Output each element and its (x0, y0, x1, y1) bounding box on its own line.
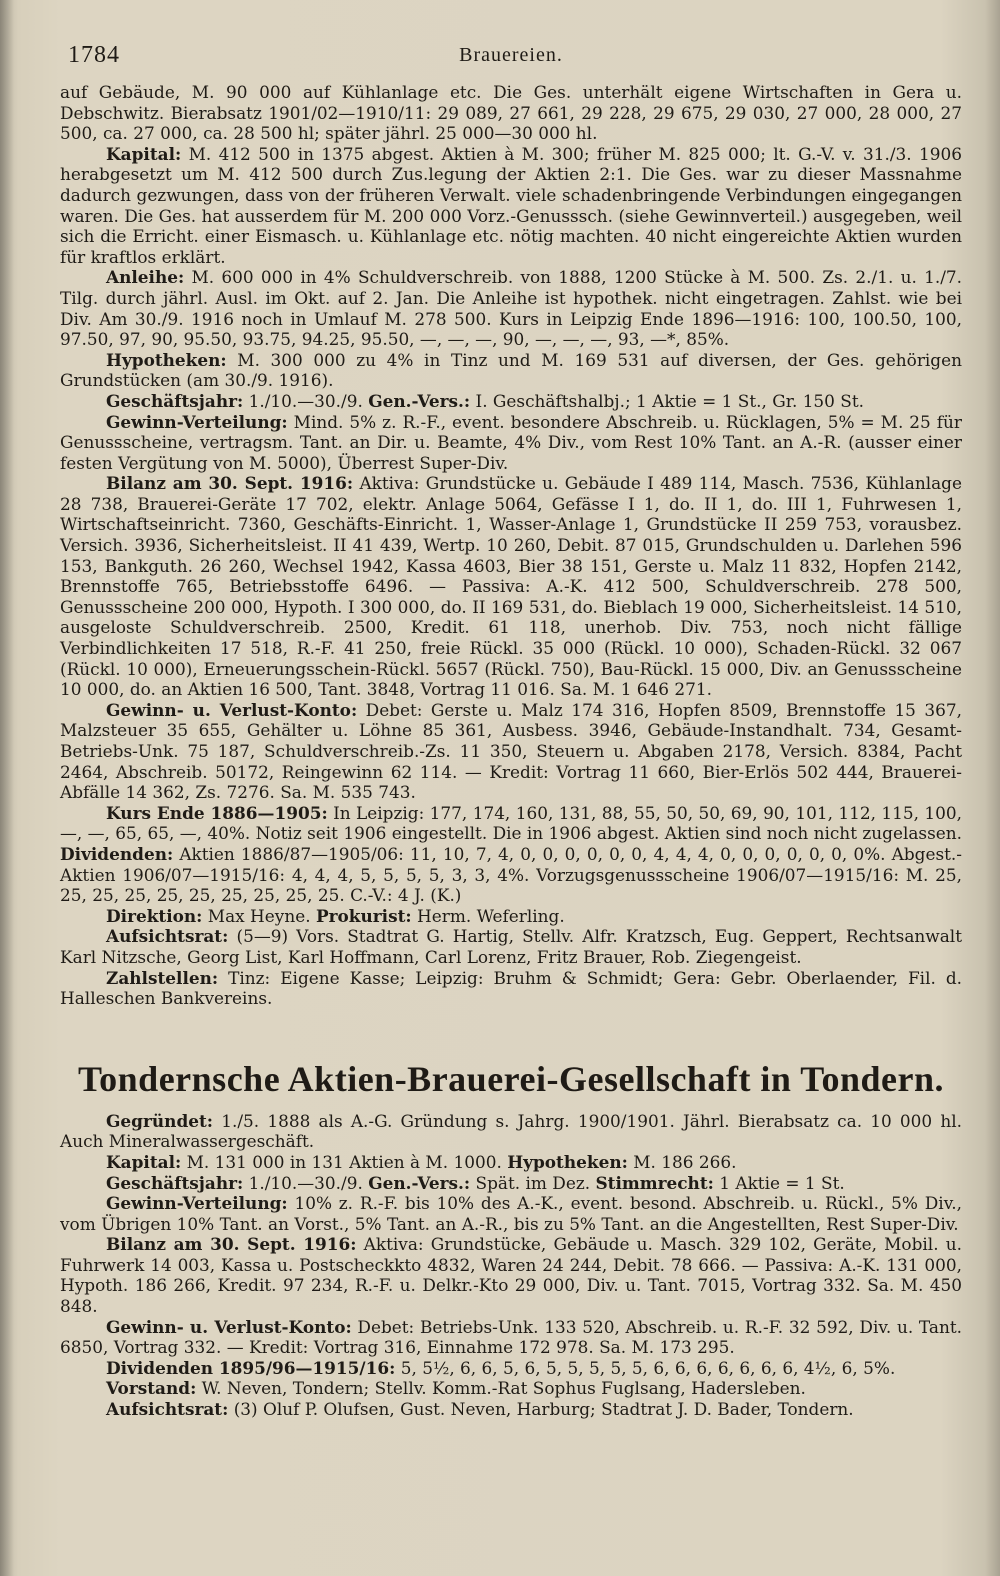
paragraph-text: Debet: Gerste u. Malz 174 316, Hopfen 8509, Brennstoffe 15 367, Malzsteuer 35 655, Gehälter u. Löhne 85 361, Ausbess. 3946, Gebäude-Instandhalt. 734, Gesamt-Betriebs-Unk. 75 187, Schuldverschreib.-Zs. 11 350, Steuern u. Abgaben 2178, Versich. 8384, Pacht 2464, Abschreib. 50172, Reingewinn 62 114. — Kredit: Vortrag 11 660, Bier-Erlös 502 444, Brauerei-Abfälle 14 362, Zs. 7276. Sa. M. 535 743. (60, 699, 963, 803)
page-edge-shadow (0, 0, 14, 1576)
paragraph-lead: Anleihe: (106, 267, 185, 288)
paragraph-text-secondary: M. 186 266. (627, 1151, 737, 1172)
paragraph-gewinn-verlust (60, 1317, 962, 1358)
page-number: 1784 (68, 42, 120, 68)
paragraph-lead: Gegründet: (106, 1110, 214, 1131)
paragraph-geschaeftsjahr (60, 391, 962, 412)
paragraph-lead: Aufsichtsrat: (106, 1399, 229, 1420)
paragraph-lead: Geschäftsjahr: (106, 390, 244, 411)
paragraph-text: (5—9) Vors. Stadtrat G. Hartig, Stellv. Alfr. Kratzsch, Eug. Geppert, Rechtsanwalt Karl Nitzsche, Georg List, Karl Hoffmann, Carl Lorenz, Fritz Brauer, Rob. Ziegengeist. (60, 926, 962, 967)
paragraph-text-tertiary: 1 Aktie = 1 St. (713, 1172, 845, 1193)
paragraph-kapital (60, 144, 962, 268)
paragraph-text: 5, 5½, 6, 6, 5, 6, 5, 5, 5, 5, 5, 6, 6, 6, 6, 6, 6, 6, 4½, 6, 5%. (395, 1357, 896, 1378)
paragraph-lead-secondary: Hypotheken: (507, 1151, 628, 1172)
paragraph-lead: Zahlstellen: (106, 967, 219, 988)
paragraph-lead: Kapital: (106, 143, 182, 164)
paragraph-text: (3) Oluf P. Olufsen, Gust. Neven, Harburg; Stadtrat J. D. Bader, Tondern. (228, 1399, 854, 1420)
paragraph-text: M. 600 000 in 4% Schuldverschreib. von 1888, 1200 Stücke à M. 500. Zs. 2./1. u. 1./7. Tilg. durch jährl. Ausl. im Okt. auf 2. Jan. Die Anleihe ist hypothek. nicht eingetragen. Zahlst. wie bei Div. Am 30./9. 1916 noch in Umlauf M. 278 500. Kurs in Leipzig Ende 1896—1916: 100, 100.50, 100, 97.50, 97, 90, 95.50, 93.75, 94.25, 95.50, —, —, —, 90, —, —, —, 93, —*, 85%. (60, 267, 962, 350)
paragraph-text: 1./5. 1888 als A.-G. Gründung s. Jahrg. 1900/1901. Jährl. Bierabsatz ca. 10 000 hl. Auch Mineralwassergeschäft. (60, 1110, 962, 1152)
paragraph-text: Mind. 5% z. R.-F., event. besondere Abschreib. u. Rücklagen, 5% = M. 25 für Genussscheine, vertragsm. Tant. an Dir. u. Beamte, 4% Div., vom Rest 10% Tant. an A.-R. (ausser einer festen Vergütung von M. 5000), Überrest Super-Div. (60, 411, 962, 473)
paragraph-text-secondary: Aktien 1886/87—1905/06: 11, 10, 7, 4, 0, 0, 0, 0, 0, 0, 4, 4, 4, 0, 0, 0, 0, 0, 0, 0%. Abgest.-Aktien 1906/07—1915/16: 4, 4, 4, 5, 5, 5, 5, 3, 3, 4%. Vorzugsgenussscheine 1906/07—1915/16: M. 25, 25, 25, 25, 25, 25, 25, 25, 25, 25. C.-V.: 4 J. (K.) (60, 843, 962, 906)
paragraph-text: M. 300 000 zu 4% in Tinz und M. 169 531 auf diversen, der Ges. gehörigen Grundstücken (am 30./9. 1916). (60, 349, 962, 391)
paragraph-lead: Bilanz am 30. Sept. 1916: (106, 473, 354, 494)
paragraph-dividenden (60, 1358, 962, 1379)
paragraph-lead: Vorstand: (106, 1378, 197, 1399)
paragraph-text: Debet: Betriebs-Unk. 133 520, Abschreib. u. R.-F. 32 592, Div. u. Tant. 6850, Vortrag 332. — Kredit: Vortrag 316, Einnahme 172 978. Sa. M. 173 295. (60, 1316, 962, 1358)
paragraph-lead: Direktion: (106, 905, 203, 926)
paragraph-lead: Kapital: (106, 1151, 182, 1172)
section-divider-space (60, 1009, 962, 1059)
paragraph-lead: Dividenden 1895/96—1915/16: (106, 1357, 396, 1378)
paragraph-lead-secondary: Gen.-Vers.: (368, 390, 471, 411)
paragraph-text: 1./10.—30./9. (243, 390, 369, 411)
paragraph-direktion (60, 906, 962, 927)
paragraph-lead: Hypotheken: (106, 349, 227, 370)
paragraph-gegruendet (60, 1111, 962, 1152)
paragraph-text-secondary: Herm. Weferling. (411, 905, 565, 926)
paragraph-text: In Leipzig: 177, 174, 160, 131, 88, 55, 50, 50, 69, 90, 101, 112, 115, 100, —, —, 65, 65, —, 40%. Notiz seit 1906 eingestellt. Die in 1906 abgest. Aktien sind noch nicht zugelassen. (60, 802, 962, 844)
paragraph-text: 10% z. R.-F. bis 10% des A.-K., event. besond. Abschreib. u. Rückl., 5% Div., vom Übrigen 10% Tant. an Vorst., 5% Tant. an A.-R., bis zu 5% Tant. an die Angestellten, Rest Super-Div. (60, 1193, 962, 1234)
paragraph-zahlstellen (60, 968, 962, 1009)
paragraph-gewinn-verteilung (60, 1193, 962, 1234)
paragraph-text: 1./10.—30./9. (243, 1172, 369, 1193)
paragraph-text: Aktiva: Grundstücke u. Gebäude I 489 114, Masch. 7536, Kühlanlage 28 738, Brauerei-Geräte 17 702, elektr. Anlage 5064, Gefässe I 1, do. II 1, do. III 1, Fuhrwesen 1, Wirtschaftseinricht. 7360, Geschäfts-Einricht. 1, Wasser-Anlage 1, Grundstücke II 259 753, vorausbez. Versich. 3936, Sicherheitsleist. II 41 439, Wertp. 10 260, Debit. 87 015, Grundschulden u. Darlehen 596 153, Bankguth. 26 260, Wechsel 1942, Kassa 4603, Bier 38 151, Gerste u. Malz 11 832, Hopfen 2142, Brennstoffe 765, Betriebsstoffe 6496. — Passiva: A.-K. 412 500, Schuldverschreib. 278 500, Genussscheine 200 000, Hypoth. I 300 000, do. II 169 531, do. Bieblach 19 000, Sicherheitsleist. 14 510, ausgeloste Schuldverschreib. 2500, Kredit. 61 118, unerhob. Div. 753, noch nicht fällige Verbindlichkeiten 17 518, R.-F. 41 250, freie Rückl. 35 000 (Rückl. 10 000), Schaden-Rückl. 32 067 (Rückl. 10 000), Erneuerungsschein-Rückl. 5657 (Rückl. 750), Bau-Rückl. 15 000, Div. an Genussscheine 10 000, do. an Aktien 16 500, Tant. 3848, Vortrag 11 016. Sa. M. 1 646 271. (60, 473, 962, 700)
paragraph-hypotheken (60, 350, 962, 391)
paragraph-aufsichtsrat (60, 926, 962, 967)
page-header (60, 34, 962, 76)
paragraph-gewinn-verlust (60, 700, 962, 803)
paragraph-lead: Geschäftsjahr: (106, 1172, 244, 1193)
paragraph-lead-secondary: Prokurist: (315, 905, 412, 926)
paragraph-vorstand (60, 1378, 962, 1399)
paragraph-text: Aktiva: Grundstücke, Gebäude u. Masch. 329 102, Geräte, Mobil. u. Fuhrwerk 14 003, Kassa u. Postscheckkto 4832, Waren 24 244, Debit. 78 666. — Passiva: A.-K. 131 000, Hypoth. 186 266, Kredit. 97 234, R.-F. u. Delkr.-Kto 29 000, Div. u. Tant. 7015, Vortrag 332. Sa. M. 450 848. (60, 1234, 962, 1317)
paragraph-lead-secondary: Dividenden: (60, 843, 174, 864)
paragraph-text: W. Neven, Tondern; Stellv. Komm.-Rat Sophus Fuglsang, Hadersleben. (196, 1378, 806, 1399)
paragraph-text: M. 412 500 in 1375 abgest. Aktien à M. 300; früher M. 825 000; lt. G.-V. v. 31./3. 1906 herabgesetzt um M. 412 500 durch Zus.legung der Aktien 2:1. Die Ges. war zu dieser Massnahme dadurch gezwungen, dass von der früheren Verwalt. viele schadenbringende Verbindungen eingegangen waren. Die Ges. hat ausserdem für M. 200 000 Vorz.-Genusssch. (siehe Gewinnverteil.) ausgegeben, weil sich die Erricht. einer Eismasch. u. Kühlanlage etc. nötig machten. 40 nicht eingereichte Aktien wurden für kraftlos erklärt. (60, 143, 962, 267)
paragraph-text: Tinz: Eigene Kasse; Leipzig: Bruhm & Schmidt; Gera: Gebr. Oberlaender, Fil. d. Halleschen Bankvereins. (60, 967, 962, 1009)
paragraph-lead: Gewinn-Verteilung: (106, 1193, 288, 1214)
paragraph-aufsichtsrat (60, 1399, 962, 1420)
paragraph-geschaeftsjahr (60, 1173, 962, 1194)
paragraph-text: M. 131 000 in 131 Aktien à M. 1000. (181, 1151, 508, 1172)
paragraph-gewinn-verteilung (60, 412, 962, 474)
company-title: Tondernsche Aktien-Brauerei-Gesellschaft in Tondern. (77, 1058, 945, 1099)
paragraph-text: auf Gebäude, M. 90 000 auf Kühlanlage etc. Die Ges. unterhält eigene Wirtschaften in Gera u. Debschwitz. Bierabsatz 1901/02—1910/11: 29 089, 27 661, 29 228, 29 675, 29 030, 27 000, 28 000, 27 500, ca. 27 000, ca. 28 500 hl; später jährl. 25 000—30 000 hl. (60, 82, 962, 144)
paragraph-text: Max Heyne. (202, 905, 316, 926)
paragraph-lead: Bilanz am 30. Sept. 1916: (106, 1234, 357, 1255)
paragraph-lead: Kurs Ende 1886—1905: (106, 802, 328, 823)
paragraph-bilanz (60, 1234, 962, 1316)
section-brauerei-tinz (60, 82, 962, 1009)
paragraph-lead: Gewinn- u. Verlust-Konto: (106, 1316, 352, 1337)
paragraph-lead-secondary: Gen.-Vers.: (368, 1172, 471, 1193)
paragraph-bilanz (60, 473, 962, 700)
paragraph-lead: Gewinn-Verteilung: (106, 411, 288, 432)
paragraph-lead-tertiary: Stimmrecht: (595, 1172, 714, 1193)
paragraph-text-secondary: I. Geschäftshalbj.; 1 Aktie = 1 St., Gr. 150 St. (470, 390, 865, 411)
paragraph-text-secondary: Spät. im Dez. (470, 1172, 596, 1193)
paragraph-lead: Gewinn- u. Verlust-Konto: (106, 699, 358, 720)
paragraph-kurs-dividenden (60, 803, 962, 906)
paragraph-lead: Aufsichtsrat: (106, 926, 229, 947)
paragraph-intro (60, 82, 962, 144)
paragraph-anleihe (60, 267, 962, 349)
running-title: Brauereien. (459, 44, 563, 66)
paragraph-kapital (60, 1152, 962, 1173)
section-tondern (60, 1111, 962, 1420)
